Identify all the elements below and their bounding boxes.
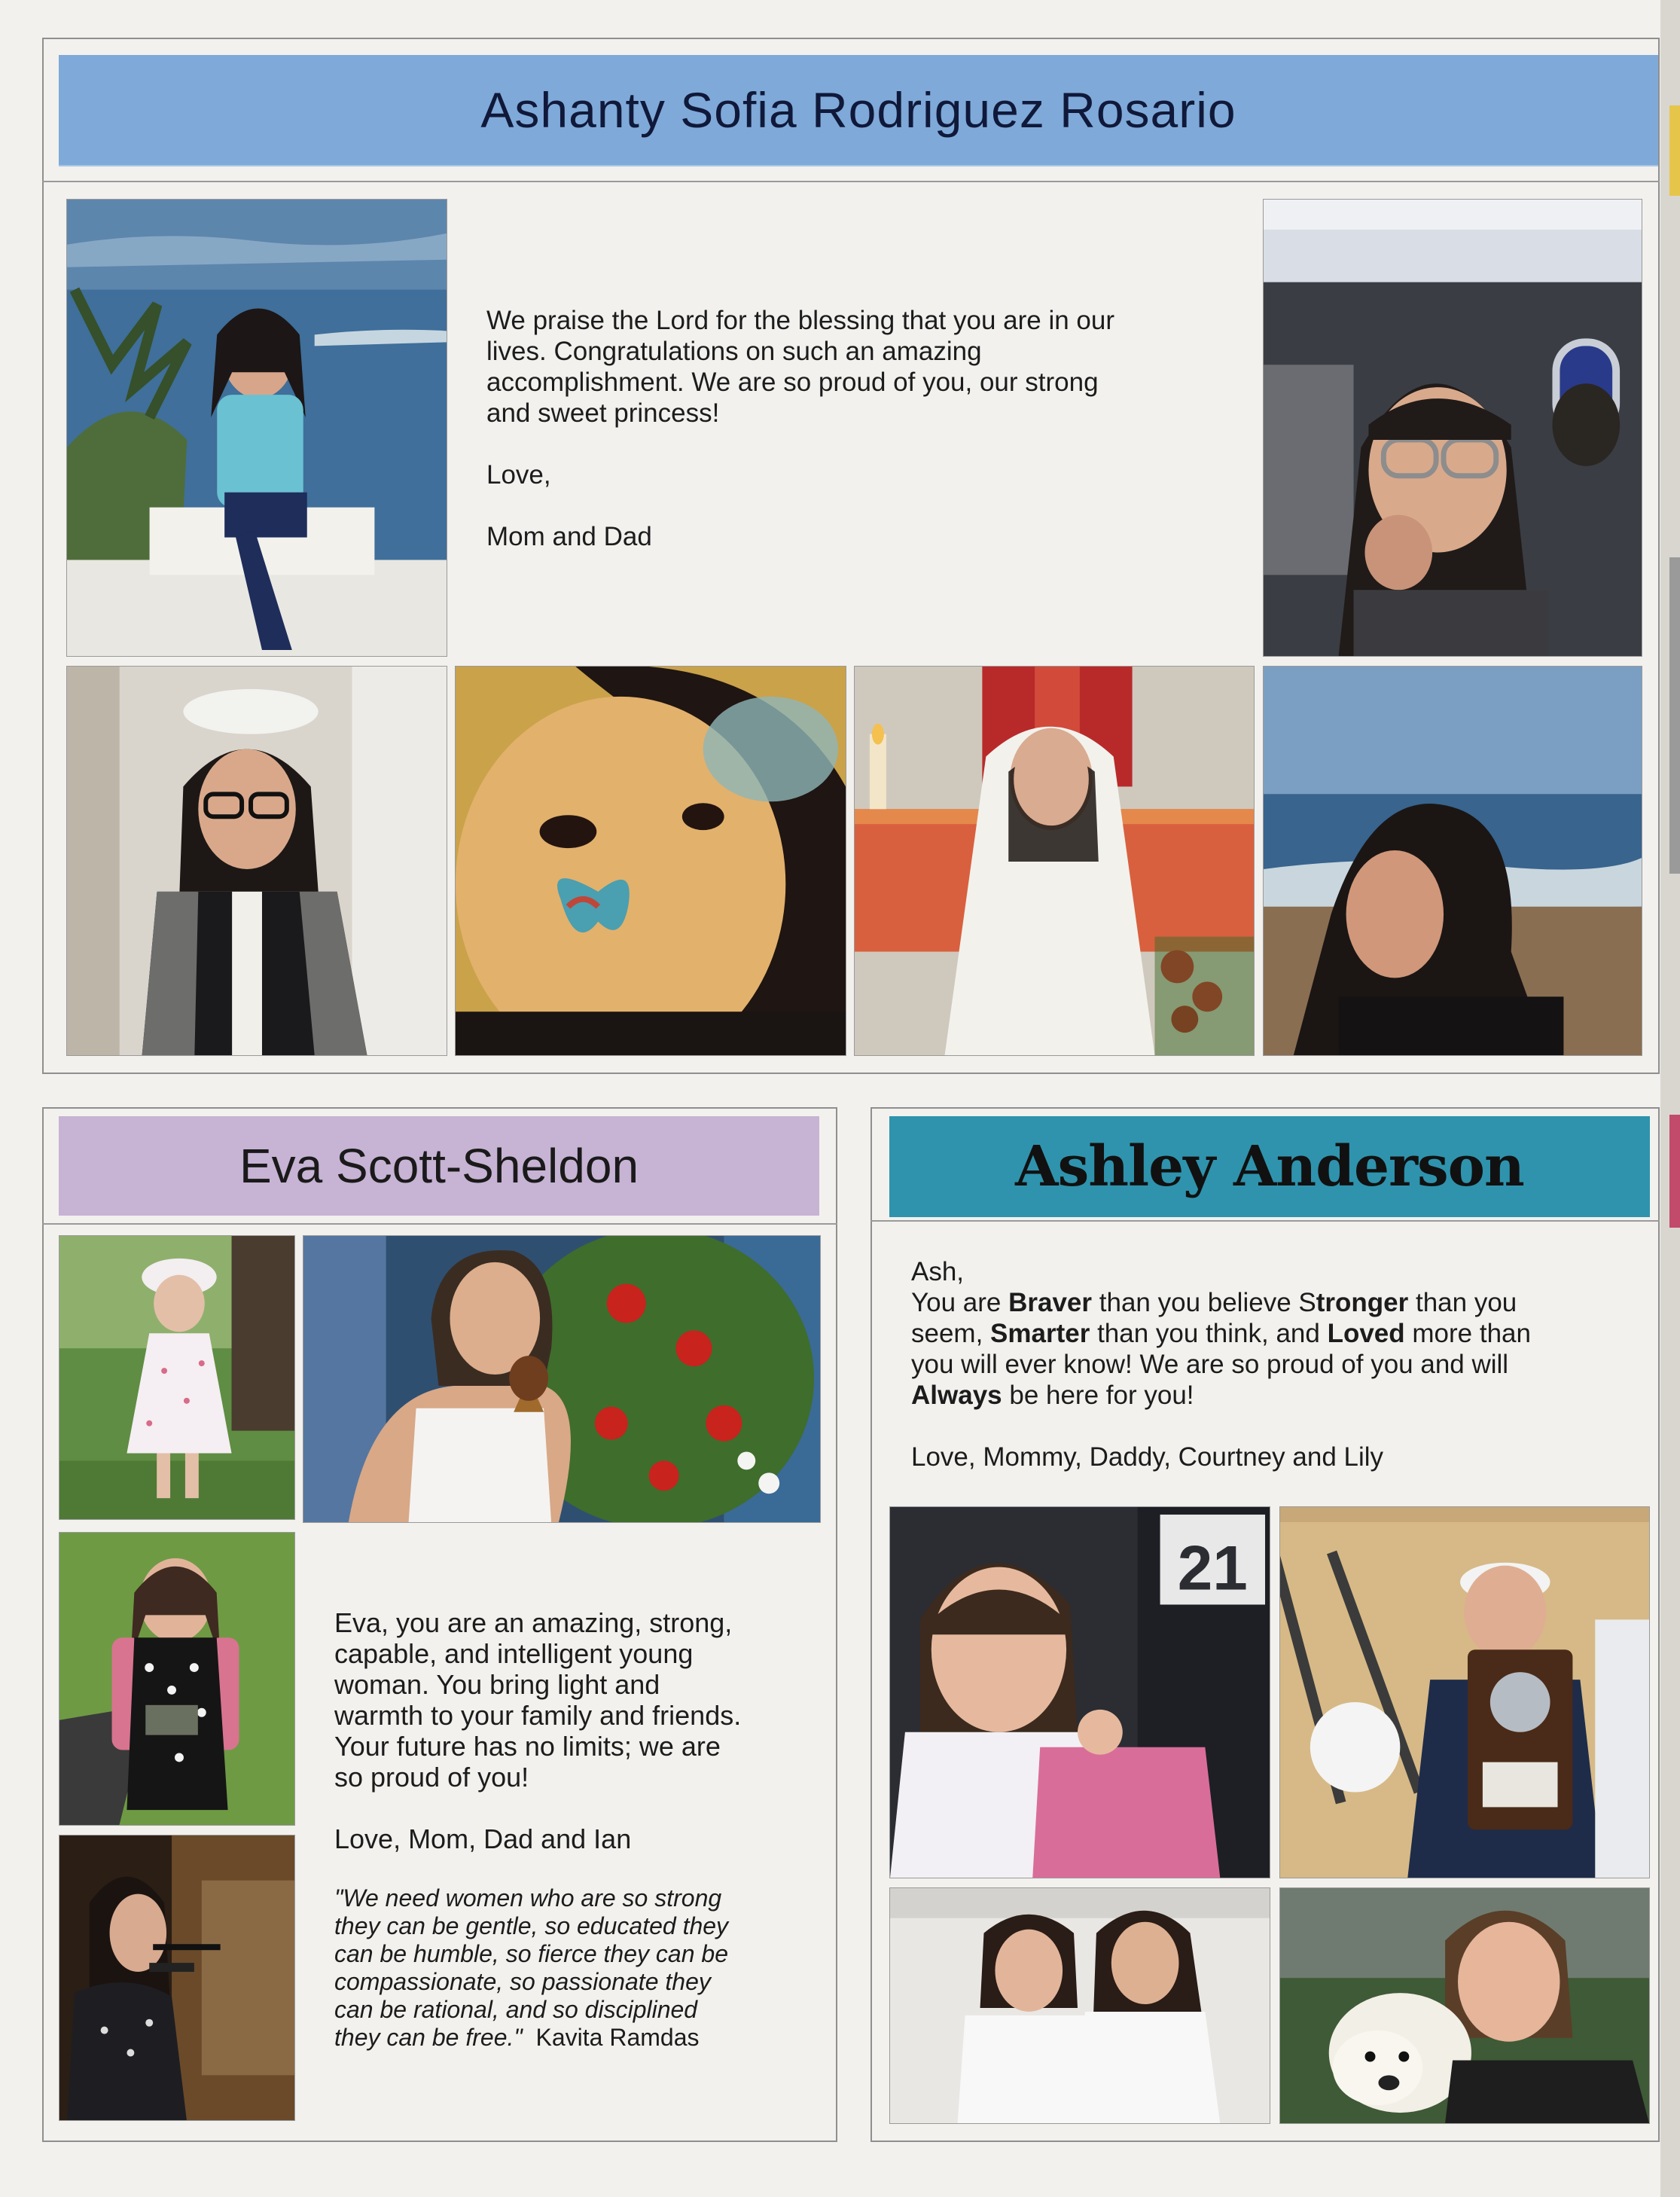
page-edge	[1660, 0, 1680, 2197]
eva-quote-line: "We need women who are so strong	[334, 1884, 722, 1912]
ashley-greeting: Ash,	[911, 1257, 965, 1286]
rosario-signature: Mom and Dad	[486, 522, 652, 551]
photo-first-communion	[854, 666, 1255, 1056]
rosario-message	[486, 305, 1239, 552]
page-tab-gray	[1669, 557, 1680, 874]
eva-quote-line: compassionate, so passionate they	[334, 1968, 711, 1995]
photo-two-polos	[889, 1887, 1270, 2124]
photo-ice-cream-flowers	[303, 1235, 821, 1523]
ashley-name-banner	[889, 1116, 1650, 1217]
eva-signature: Love, Mom, Dad and Ian	[334, 1823, 632, 1854]
ashley-message	[911, 1256, 1657, 1472]
rosario-message-line: accomplishment. We are so proud of you, our strong	[486, 368, 1099, 397]
photo-girl-with-dog	[1279, 1887, 1650, 2124]
ashley-message-line: you will ever know! We are so proud of you and will	[911, 1350, 1509, 1379]
eva-divider	[42, 1223, 837, 1225]
eva-quote-last-line	[334, 2024, 816, 2052]
eva-quote-line: they can be free."	[334, 2024, 523, 2051]
photo-butterfly-face-paint	[455, 666, 846, 1056]
eva-message-line: Eva, you are an amazing, strong,	[334, 1607, 733, 1638]
rosario-message-line: and sweet princess!	[486, 398, 720, 428]
rosario-name: Ashanty Sofia Rodriguez Rosario	[480, 82, 1236, 138]
ashley-name: Ashley Anderson	[1015, 1134, 1524, 1199]
photo-beach-profile	[1263, 666, 1642, 1056]
eva-message-line: so proud of you!	[334, 1762, 529, 1793]
eva-message-line: capable, and intelligent young	[334, 1638, 694, 1669]
page-tab-yellow	[1669, 105, 1680, 196]
ashley-message-line: You are Braver than you believe Stronger than you	[911, 1288, 1517, 1317]
rosario-message-line: We praise the Lord for the blessing that you are in our	[486, 306, 1115, 335]
eva-quote-line: can be humble, so fierce they can be	[334, 1940, 728, 1967]
rosario-name-banner	[59, 55, 1658, 166]
photo-varsity-jacket	[66, 666, 447, 1056]
photo-toddler-sunhat	[59, 1235, 295, 1520]
photo-airplane-selfie	[1263, 199, 1642, 657]
rosario-divider	[42, 181, 1660, 182]
ashley-signature: Love, Mommy, Daddy, Courtney and Lily	[911, 1442, 1384, 1472]
eva-message-line: woman. You bring light and	[334, 1669, 660, 1700]
eva-name-banner	[59, 1116, 819, 1216]
rosario-closing: Love,	[486, 460, 551, 490]
page-tab-pink	[1669, 1115, 1680, 1228]
eva-message	[334, 1607, 816, 1854]
rosario-message-line: lives. Congratulations on such an amazing	[486, 337, 982, 366]
ashley-divider	[870, 1220, 1660, 1222]
eva-quote-line: they can be gentle, so educated they	[334, 1912, 729, 1939]
eva-quote-author: Kavita Ramdas	[535, 2024, 700, 2051]
eva-name: Eva Scott-Sheldon	[239, 1139, 639, 1193]
photo-school-bus-backpack	[889, 1506, 1270, 1878]
photo-backpack-first-day	[59, 1532, 295, 1826]
ashley-message-line: seem, Smarter than you think, and Loved more than	[911, 1319, 1531, 1348]
photo-speaking-at-podium	[59, 1835, 295, 2121]
eva-message-line: Your future has no limits; we are	[334, 1731, 721, 1762]
photo-softball-award	[1279, 1506, 1650, 1878]
eva-quote	[334, 1884, 816, 2052]
jersey-number-text: 21	[1177, 1532, 1248, 1604]
ashley-message-line: Always be here for you!	[911, 1381, 1194, 1410]
eva-quote-line: can be rational, and so disciplined	[334, 1996, 698, 2023]
eva-message-line: warmth to your family and friends.	[334, 1700, 742, 1731]
photo-girl-by-sea	[66, 199, 447, 657]
